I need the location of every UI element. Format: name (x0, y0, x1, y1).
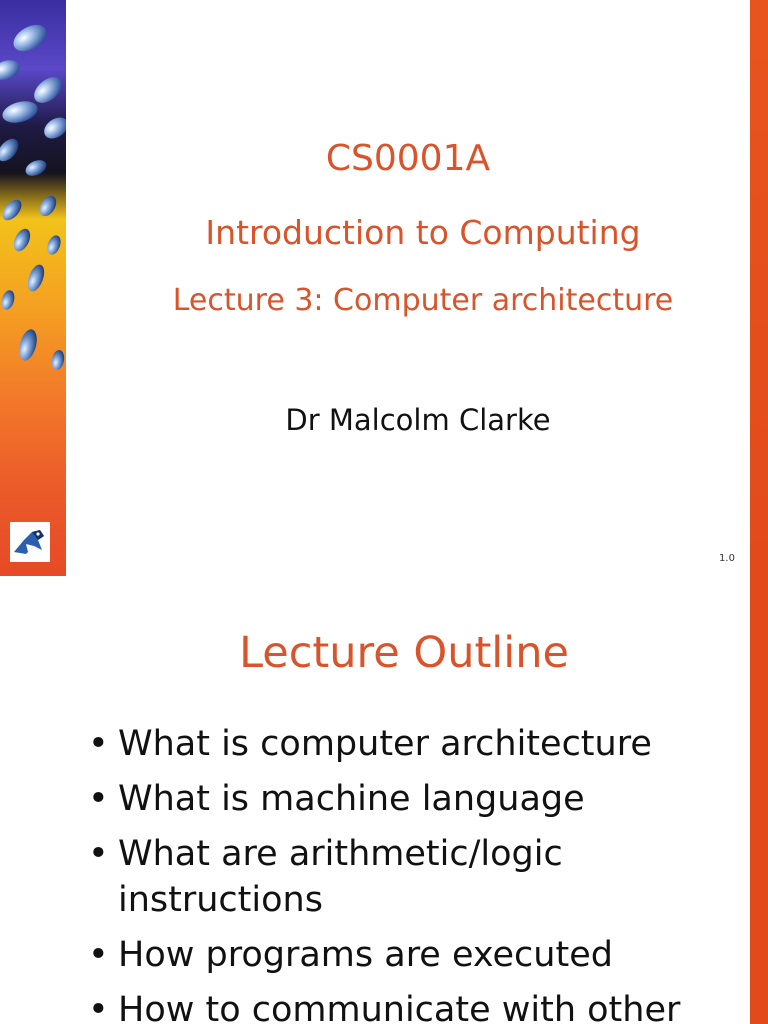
course-code: CS0001A (325, 138, 491, 179)
list-item-text: What are arithmetic/logic instructions (118, 834, 563, 920)
lecture-title: Lecture 3: Computer architecture (172, 283, 674, 318)
right-accent-band (750, 0, 768, 576)
list-item (88, 987, 728, 1024)
list-item (88, 932, 728, 978)
course-name: Introduction to Computing (205, 213, 641, 252)
bluejay-logo-icon (10, 522, 50, 562)
bullet-icon: • (88, 724, 109, 764)
decorative-capsule-band (0, 0, 66, 576)
author-name: Dr Malcolm Clarke (285, 403, 551, 437)
outline-list (88, 721, 728, 1024)
list-item (88, 721, 728, 767)
list-item-text: What is computer architecture (118, 724, 652, 764)
bullet-icon: • (88, 935, 109, 975)
list-item (88, 831, 728, 923)
outline-slide (0, 576, 768, 1024)
slide-number: 1.0 (719, 553, 735, 564)
bullet-icon: • (88, 779, 109, 819)
bullet-icon: • (88, 990, 109, 1024)
list-item-text: What is machine language (118, 779, 585, 819)
list-item-text: How programs are executed (118, 935, 613, 975)
capsules-graphic (0, 0, 66, 576)
list-item-text: How to communicate with other (118, 990, 681, 1024)
bullet-icon: • (88, 834, 109, 874)
outline-title: Lecture Outline (239, 628, 569, 678)
list-item (88, 776, 728, 822)
